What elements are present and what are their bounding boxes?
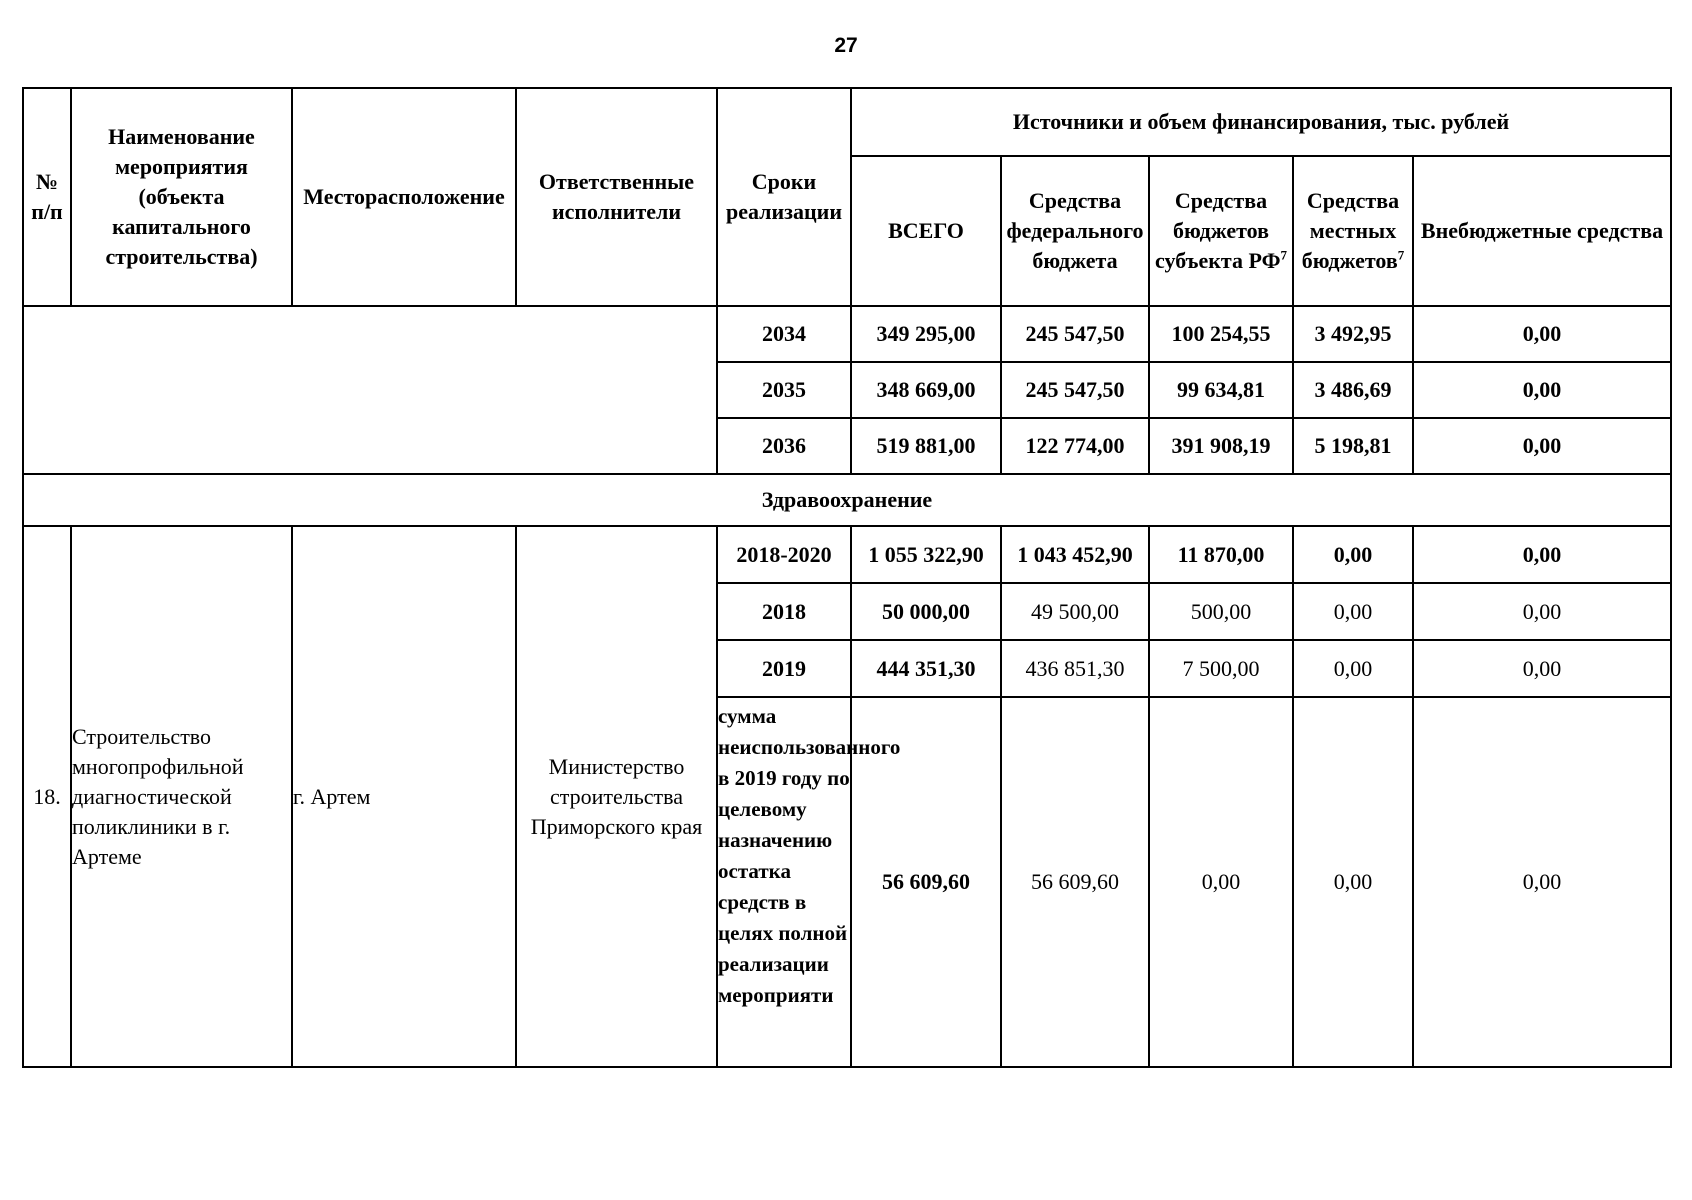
- empty-merged-cell: [23, 306, 717, 474]
- cell-federal: 122 774,00: [1001, 418, 1149, 474]
- cell-total: 50 000,00: [851, 583, 1001, 640]
- cell-extra: 0,00: [1413, 362, 1671, 418]
- item-responsible: Министерство строительства Приморского края: [516, 526, 717, 1067]
- cell-extra: 0,00: [1413, 640, 1671, 697]
- header-local: Средства местных бюджетов$^7$: [1293, 156, 1413, 306]
- page-number: 27: [834, 34, 858, 57]
- cell-period: 2035: [717, 362, 851, 418]
- cell-total: 56 609,60: [851, 697, 1001, 1067]
- cell-regional: 11 870,00: [1149, 526, 1293, 583]
- cell-extra: 0,00: [1413, 697, 1671, 1067]
- cell-federal: 56 609,60: [1001, 697, 1149, 1067]
- cell-regional: 500,00: [1149, 583, 1293, 640]
- cell-federal: 49 500,00: [1001, 583, 1149, 640]
- header-location: Месторасположение: [292, 88, 516, 306]
- cell-period: 2018-2020: [717, 526, 851, 583]
- cell-total: 1 055 322,90: [851, 526, 1001, 583]
- cell-total: 444 351,30: [851, 640, 1001, 697]
- cell-local: 0,00: [1293, 526, 1413, 583]
- cell-extra: 0,00: [1413, 526, 1671, 583]
- header-regional: Средства бюджетов субъекта $РФ^7$: [1149, 156, 1293, 306]
- header-total: ВСЕГО: [851, 156, 1001, 306]
- item-location: г. Артем: [292, 526, 516, 1067]
- header-extra: Внебюджетные средства: [1413, 156, 1671, 306]
- header-responsible: Ответственные исполнители: [516, 88, 717, 306]
- cell-regional: 7 500,00: [1149, 640, 1293, 697]
- cell-total: 519 881,00: [851, 418, 1001, 474]
- cell-total: 348 669,00: [851, 362, 1001, 418]
- cell-local: 3 486,69: [1293, 362, 1413, 418]
- cell-period: 2034: [717, 306, 851, 362]
- header-name: Наименование мероприятия (объекта капитального строительства): [71, 88, 292, 306]
- cell-local: 3 492,95: [1293, 306, 1413, 362]
- cell-federal: 1 043 452,90: [1001, 526, 1149, 583]
- item-name: Строительство многопрофильной диагностической поликлиники в г. Артеме: [71, 526, 292, 1067]
- cell-regional: 99 634,81: [1149, 362, 1293, 418]
- cell-regional: 0,00: [1149, 697, 1293, 1067]
- header-financing-group: Источники и объем финансирования, тыс. рублей: [851, 88, 1671, 156]
- cell-regional: 391 908,19: [1149, 418, 1293, 474]
- table-row: [23, 306, 1671, 362]
- cell-period: 2036: [717, 418, 851, 474]
- cell-federal: 436 851,30: [1001, 640, 1149, 697]
- cell-local: 5 198,81: [1293, 418, 1413, 474]
- cell-local: 0,00: [1293, 640, 1413, 697]
- header-num: № п/п: [23, 88, 71, 306]
- cell-total: 349 295,00: [851, 306, 1001, 362]
- cell-local: 0,00: [1293, 697, 1413, 1067]
- cell-extra: 0,00: [1413, 583, 1671, 640]
- cell-period: 2018: [717, 583, 851, 640]
- cell-period-note: сумма неиспользованного в 2019 году по целевому назначению остатка средств в целях полной реализации мероприяти: [717, 697, 851, 1067]
- item-number: 18.: [23, 526, 71, 1067]
- cell-federal: 245 547,50: [1001, 362, 1149, 418]
- cell-extra: 0,00: [1413, 306, 1671, 362]
- header-federal: Средства федерального бюджета: [1001, 156, 1149, 306]
- financing-table: [22, 87, 1672, 1068]
- cell-period: 2019: [717, 640, 851, 697]
- cell-local: 0,00: [1293, 583, 1413, 640]
- cell-regional: 100 254,55: [1149, 306, 1293, 362]
- table-row: [23, 526, 1671, 583]
- header-period: Сроки реализации: [717, 88, 851, 306]
- cell-extra: 0,00: [1413, 418, 1671, 474]
- section-title: Здравоохранение: [23, 474, 1671, 526]
- cell-federal: 245 547,50: [1001, 306, 1149, 362]
